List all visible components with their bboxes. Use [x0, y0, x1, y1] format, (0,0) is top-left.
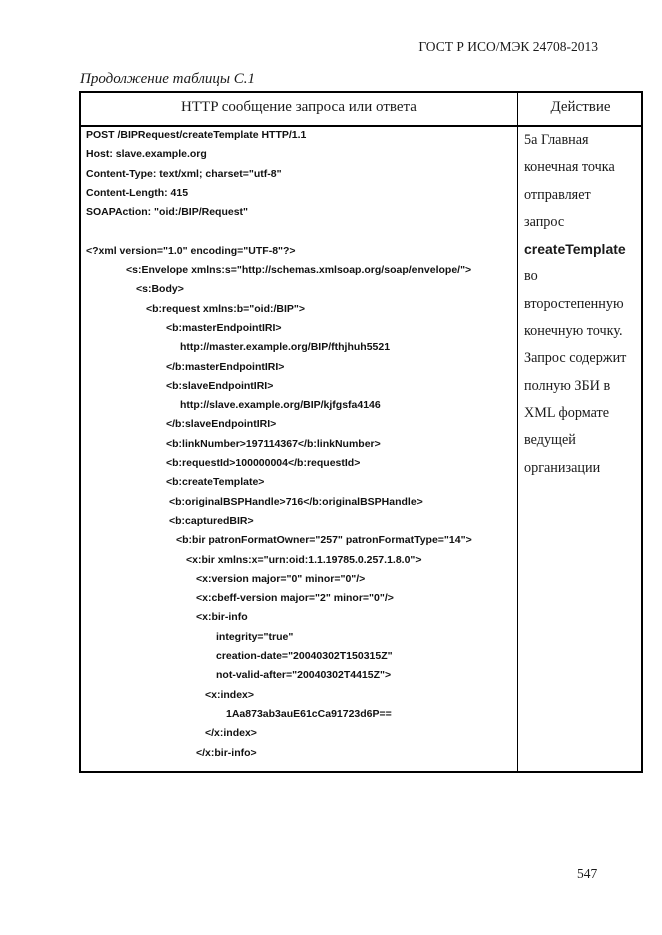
message-line: not-valid-after="20040302T4415Z">: [216, 669, 392, 682]
message-line: </b:masterEndpointIRI>: [166, 360, 285, 373]
action-text-line: полную ЗБИ в: [524, 377, 611, 394]
action-text-line: ведущей: [524, 432, 576, 449]
message-line: </b:slaveEndpointIRI>: [166, 418, 277, 431]
message-line: <?xml version="1.0" encoding="UTF-8"?>: [86, 244, 296, 257]
page-number: 547: [577, 866, 598, 881]
message-line: <b:originalBSPHandle>716</b:originalBSPHandle>: [169, 495, 423, 508]
table-header-row: [81, 93, 641, 127]
message-line: [86, 222, 514, 241]
message-line: <x:version major="0" minor="0"/>: [196, 572, 366, 585]
action-text-line: во: [524, 268, 538, 285]
column-header-message: HTTP сообщение запроса или ответа: [181, 99, 417, 115]
message-line: http://slave.example.org/BIP/kjfgsfa4146: [180, 399, 381, 412]
message-line: <b:requestId>100000004</b:requestId>: [166, 457, 361, 470]
message-line: <b:bir patronFormatOwner="257" patronFormatType="14">: [176, 534, 472, 547]
message-line: </x:index>: [205, 727, 257, 740]
message-line: </x:bir-info>: [196, 746, 257, 759]
action-text-line: конечную точку.: [524, 323, 623, 340]
http-message-cell: [86, 126, 514, 763]
action-text-line: второстепенную: [524, 295, 624, 312]
message-line: <s:Body>: [136, 283, 184, 296]
message-line: <b:capturedBIR>: [169, 514, 254, 527]
message-line: <b:createTemplate>: [166, 476, 265, 489]
message-line: <x:bir-info: [196, 611, 248, 624]
message-line: <x:bir xmlns:x="urn:oid:1.1.19785.0.257.1.8.0">: [186, 553, 422, 566]
message-line: 1Aa873ab3auE61cCa91723d6P==: [226, 707, 392, 720]
message-line: Host: slave.example.org: [86, 148, 207, 161]
action-cell: [524, 127, 642, 482]
column-divider: [517, 93, 518, 771]
message-line: integrity="true": [216, 630, 294, 643]
message-line: <s:Envelope xmlns:s="http://schemas.xmlsoap.org/soap/envelope/">: [126, 264, 472, 277]
message-line: Content-Type: text/xml; charset="utf-8": [86, 167, 282, 180]
message-line: SOAPAction: "oid:/BIP/Request": [86, 206, 249, 219]
action-text-line: 5а Главная: [524, 132, 589, 148]
message-line: <b:request xmlns:b="oid:/BIP">: [146, 302, 306, 315]
action-text-line: XML формате: [524, 404, 610, 421]
action-text-line: createTemplate: [524, 241, 626, 258]
column-header-action: Действие: [550, 99, 611, 115]
message-line: creation-date="20040302T150315Z": [216, 650, 393, 663]
action-text-line: Запрос содержит: [524, 350, 627, 367]
action-text-line: запрос: [524, 213, 565, 230]
document-standard-header: ГОСТ Р ИСО/МЭК 24708-2013: [418, 39, 598, 54]
table-caption: Продолжение таблицы С.1: [80, 71, 256, 87]
message-line: <b:masterEndpointIRI>: [166, 321, 282, 334]
message-line: Content-Length: 415: [86, 186, 189, 199]
message-table: [79, 91, 643, 773]
action-text-line: отправляет: [524, 186, 591, 203]
message-line: <b:linkNumber>197114367</b:linkNumber>: [166, 437, 381, 450]
action-text-line: конечная точка: [524, 159, 615, 176]
action-text-line: организации: [524, 459, 601, 476]
message-line: http://master.example.org/BIP/fthjhuh5521: [180, 341, 391, 354]
message-line: <x:cbeff-version major="2" minor="0"/>: [196, 592, 394, 605]
message-line: <x:index>: [205, 688, 255, 701]
message-line: <b:slaveEndpointIRI>: [166, 379, 274, 392]
message-line: POST /BIPRequest/createTemplate HTTP/1.1: [86, 129, 307, 141]
